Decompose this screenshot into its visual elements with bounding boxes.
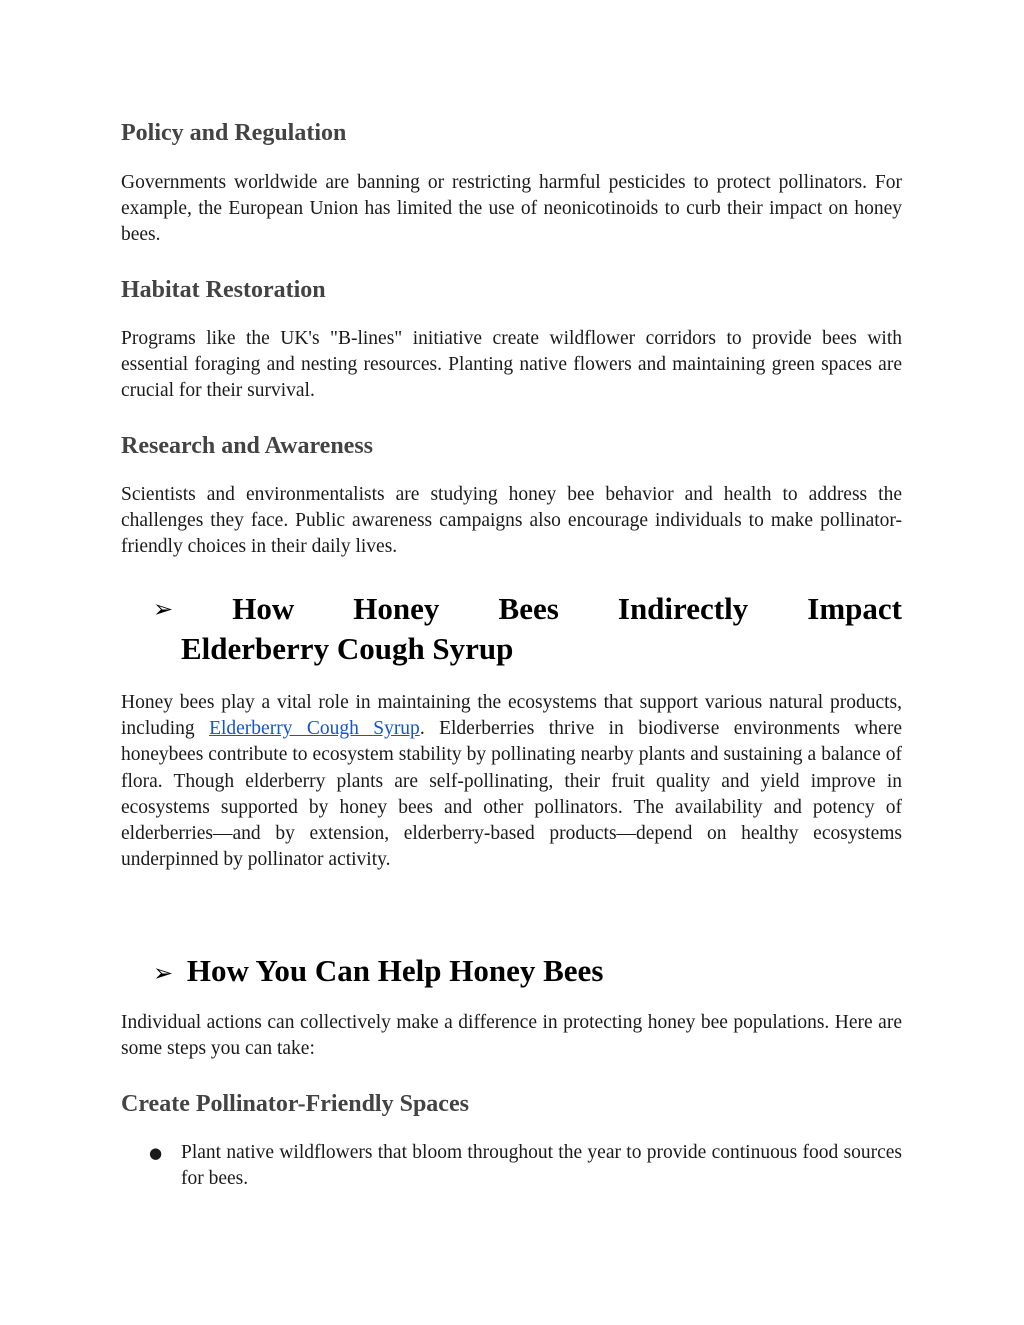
elderberry-cough-syrup-link[interactable]: Elderberry Cough Syrup <box>209 718 420 740</box>
paragraph-elderberry-start: Honey bees play a vital role in maintaining the ecosystems that support various natural products, including <box>121 692 902 740</box>
heading-help-text: How You Can Help Honey Bees <box>186 953 604 988</box>
list-item <box>149 1140 902 1192</box>
bullet-dot-icon: ● <box>149 1144 163 1162</box>
paragraph-policy: Governments worldwide are banning or restricting harmful pesticides to protect pollinators. For example, the European Union has limited the use of neonicotinoids to curb their impact on honey bees. <box>121 172 902 246</box>
heading-word: Impact <box>807 591 902 626</box>
heading-elderberry-impact <box>153 589 902 669</box>
paragraph-research: Scientists and environmentalists are studying honey bee behavior and health to address the challenges they face. Public awareness campaigns also encourage individuals to make pollinator-friendly choices in their daily lives. <box>121 484 902 558</box>
arrow-bullet-icon: ➢ <box>153 959 174 987</box>
list-item-text: Plant native wildflowers that bloom throughout the year to provide continuous food sources for bees. <box>181 1142 902 1190</box>
heading-word: Bees <box>498 591 559 626</box>
arrow-bullet-icon: ➢ <box>153 595 174 623</box>
paragraph-elderberry-end: . Elderberries thrive in biodiverse environments where honeybees contribute to ecosystem stability by pollinating nearby plants and sustaining a balance of flora. Though elderberry plants are self-pollinating, their fruit quality and yield improve in ecosystems supported by honey bees and other pollinators. The availability and potency of elderberries—and by extension, elderberry-based products—depend on healthy ecosystems underpinned by pollinator activity. <box>121 718 902 871</box>
heading-habitat-restoration: Habitat Restoration <box>121 277 326 303</box>
heading-research-awareness: Research and Awareness <box>121 433 373 459</box>
paragraph-habitat: Programs like the UK's "B-lines" initiative create wildflower corridors to provide bees with essential foraging and nesting resources. Planting native flowers and maintaining green spaces are crucial for their survival. <box>121 328 902 402</box>
heading-word: Honey <box>353 591 440 626</box>
paragraph-elderberry <box>121 690 902 873</box>
paragraph-help: Individual actions can collectively make a difference in protecting honey bee populations. Here are some steps you can take: <box>121 1012 902 1060</box>
heading-word: How <box>232 591 295 626</box>
heading-word: Indirectly <box>617 591 749 626</box>
heading-line-2: Elderberry Cough Syrup <box>181 631 514 666</box>
heading-policy-regulation: Policy and Regulation <box>121 120 347 146</box>
heading-create-pollinator-spaces: Create Pollinator-Friendly Spaces <box>121 1091 469 1117</box>
heading-how-you-can-help <box>153 951 902 993</box>
